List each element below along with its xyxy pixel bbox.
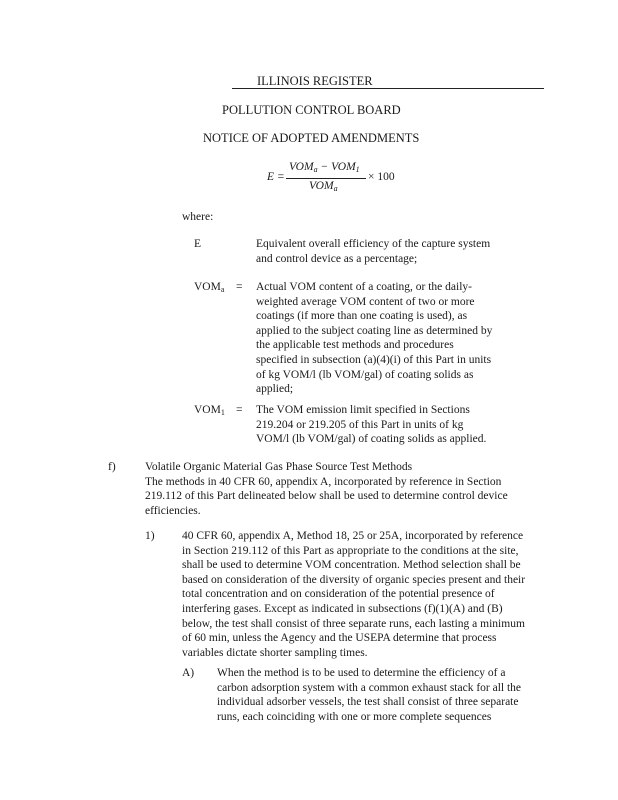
- where-label: where:: [182, 211, 214, 223]
- item-line: total concentration and on consideration of the potential presence of: [182, 588, 495, 601]
- definition-line: weighted average VOM content of two or more: [256, 295, 475, 308]
- definition-line: coatings (if more than one coating is used), as: [256, 310, 468, 323]
- item-line: in Section 219.112 of this Part as appropriate to the conditions at the site,: [182, 544, 519, 557]
- numerator-term-b: − VOM: [317, 161, 356, 173]
- section-line: efficiencies.: [145, 504, 201, 517]
- item-line: runs, each coinciding with one or more complete sequences: [217, 710, 492, 723]
- definition-text: [256, 237, 490, 266]
- definition-line: applied to the subject coating line as determined by: [256, 324, 493, 337]
- numerator-sub-a: a: [313, 165, 318, 174]
- definition-line: and control device as a percentage;: [256, 252, 418, 265]
- board-title: POLLUTION CONTROL BOARD: [222, 103, 401, 117]
- notice-title: NOTICE OF ADOPTED AMENDMENTS: [203, 131, 420, 145]
- definition-symbol: $VOM_a$: [194, 281, 225, 294]
- definition-sep: =: [236, 404, 243, 416]
- denominator-sub: a: [333, 184, 338, 193]
- definition-text: [256, 280, 492, 397]
- numerator-term-a: VOM: [289, 161, 314, 173]
- item-line: individual adsorber vessels, the test shall consist of three separate: [217, 696, 519, 709]
- section-text: [145, 460, 508, 518]
- item-text: [217, 666, 521, 724]
- equation-multiplier: × 100: [368, 171, 395, 183]
- definition-line: Equivalent overall efficiency of the capture system: [256, 238, 491, 250]
- item-line: carbon adsorption system with a common exhaust stack for all the: [217, 681, 522, 694]
- item-line: below, the test shall consist of three separate runs, each lasting a minimum: [182, 617, 525, 630]
- definition-line: Actual VOM content of a coating, or the daily-: [256, 281, 472, 293]
- definition-line: applied;: [256, 383, 294, 396]
- item-label: A): [182, 667, 195, 679]
- section-line: 219.112 of this Part delineated below shall be used to determine control device: [145, 490, 508, 503]
- item-line: shall be used to determine VOM concentration. Method selection shall be: [182, 559, 521, 572]
- equation-lhs: E =: [267, 171, 285, 183]
- denominator-term: VOM: [309, 180, 334, 192]
- item-line: interfering gases. Except as indicated in subsections (f)(1)(A) and (B): [182, 602, 503, 615]
- definition-sep: =: [236, 281, 243, 293]
- item-line: based on consideration of the diversity of organic species present and their: [182, 573, 526, 586]
- equation-numerator: [289, 160, 360, 178]
- register-title: ILLINOIS REGISTER: [257, 74, 373, 88]
- section-line: The methods in 40 CFR 60, appendix A, incorporated by reference in Section: [145, 475, 502, 488]
- definition-line: The VOM emission limit specified in Sections: [256, 404, 470, 416]
- definition-line: VOM/l (lb VOM/gal) of coating solids as applied.: [256, 433, 487, 446]
- item-line: When the method is to be used to determine the efficiency of a: [217, 667, 506, 679]
- item-line: variables dictate shorter sampling times.: [182, 646, 368, 659]
- definition-symbol: $VOM_1$: [194, 404, 225, 417]
- item-line: of 60 min, unless the Agency and the USEPA determine that process: [182, 632, 497, 645]
- item-text: [182, 529, 525, 660]
- section-heading: Volatile Organic Material Gas Phase Source Test Methods: [145, 461, 413, 473]
- definition-line: of kg VOM/l (lb VOM/gal) of coating solids as: [256, 368, 474, 381]
- equation-denominator: [309, 179, 338, 197]
- definition-symbol: E: [194, 238, 202, 250]
- item-label: 1): [145, 530, 155, 542]
- item-line: 40 CFR 60, appendix A, Method 18, 25 or 25A, incorporated by reference: [182, 530, 524, 542]
- definition-text: [256, 403, 486, 447]
- numerator-sub-b: 1: [355, 165, 360, 174]
- definition-line: the applicable test methods and procedures: [256, 339, 454, 352]
- definition-line: 219.204 or 219.205 of this Part in units of kg: [256, 418, 464, 431]
- definition-line: specified in subsection (a)(4)(i) of this Part in units: [256, 353, 492, 366]
- section-label: f): [108, 461, 116, 473]
